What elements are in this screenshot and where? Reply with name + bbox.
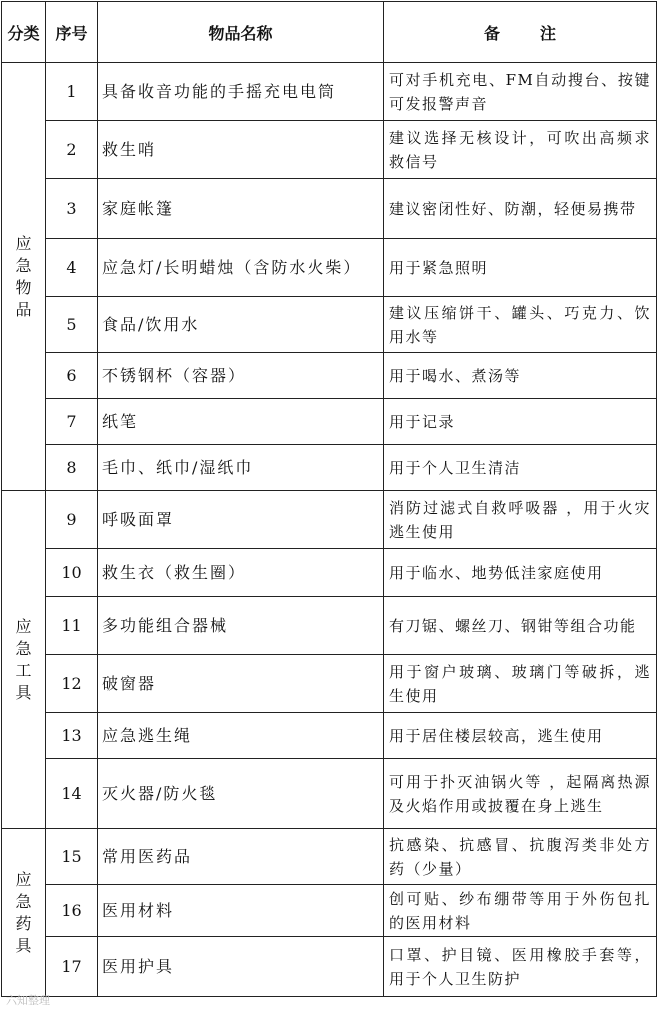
item-number: 12	[46, 655, 98, 713]
table-row	[2, 399, 657, 445]
item-remark: 用于记录	[384, 399, 657, 445]
item-remark: 用于个人卫生清洁	[384, 445, 657, 491]
item-remark: 用于紧急照明	[384, 239, 657, 297]
header-row	[2, 2, 657, 63]
watermark: 六知整理	[6, 994, 50, 1007]
item-remark: 可对手机充电、FM自动搜台、按键可发报警声音	[384, 63, 657, 121]
table-row	[2, 121, 657, 179]
item-name: 灭火器/防火毯	[98, 759, 384, 829]
item-name: 多功能组合器械	[98, 597, 384, 655]
table-row	[2, 937, 657, 997]
category-char: 药	[15, 913, 32, 933]
item-name: 应急灯/长明蜡烛（含防水火柴）	[98, 239, 384, 297]
item-remark: 用于喝水、煮汤等	[384, 353, 657, 399]
item-name: 破窗器	[98, 655, 384, 713]
item-number: 15	[46, 829, 98, 885]
table-row	[2, 597, 657, 655]
item-name: 呼吸面罩	[98, 491, 384, 549]
header-remark: 备注	[384, 2, 657, 63]
item-number: 7	[46, 399, 98, 445]
item-number: 9	[46, 491, 98, 549]
item-number: 3	[46, 179, 98, 239]
item-number: 11	[46, 597, 98, 655]
item-remark: 建议密闭性好、防潮，轻便易携带	[384, 179, 657, 239]
category-char: 应	[15, 616, 32, 636]
item-remark: 用于临水、地势低洼家庭使用	[384, 549, 657, 597]
item-name: 应急逃生绳	[98, 713, 384, 759]
item-name: 医用护具	[98, 937, 384, 997]
item-remark: 可用于扑灭油锅火等 ，起隔离热源及火焰作用或披覆在身上逃生	[384, 759, 657, 829]
category-char: 物	[15, 277, 32, 297]
item-name: 医用材料	[98, 885, 384, 937]
item-name: 纸笔	[98, 399, 384, 445]
item-number: 5	[46, 297, 98, 353]
table-row	[2, 445, 657, 491]
header-item-name: 物品名称	[98, 2, 384, 63]
table-row	[2, 655, 657, 713]
item-name: 救生哨	[98, 121, 384, 179]
emergency-supplies-table	[1, 1, 657, 997]
category-char: 具	[15, 682, 32, 702]
item-name: 具备收音功能的手摇充电电筒	[98, 63, 384, 121]
item-number: 10	[46, 549, 98, 597]
table-row	[2, 713, 657, 759]
table-row	[2, 885, 657, 937]
table-row	[2, 491, 657, 549]
item-number: 4	[46, 239, 98, 297]
item-name: 常用医药品	[98, 829, 384, 885]
item-name: 救生衣（救生圈）	[98, 549, 384, 597]
category-char: 具	[15, 935, 32, 955]
item-name: 不锈钢杯（容器）	[98, 353, 384, 399]
item-number: 2	[46, 121, 98, 179]
item-name: 家庭帐篷	[98, 179, 384, 239]
table-row	[2, 239, 657, 297]
header-category: 分类	[2, 2, 46, 63]
item-remark: 有刀锯、螺丝刀、钢钳等组合功能	[384, 597, 657, 655]
item-remark: 抗感染、抗感冒、抗腹泻类非处方药（少量）	[384, 829, 657, 885]
item-number: 6	[46, 353, 98, 399]
table-row	[2, 179, 657, 239]
item-name: 毛巾、纸巾/湿纸巾	[98, 445, 384, 491]
category-cell	[2, 63, 46, 491]
item-remark: 用于居住楼层较高，逃生使用	[384, 713, 657, 759]
table-row	[2, 63, 657, 121]
category-char: 品	[15, 299, 32, 319]
category-char: 急	[15, 638, 32, 658]
category-cell	[2, 829, 46, 997]
table-row	[2, 759, 657, 829]
table-row	[2, 549, 657, 597]
category-char: 急	[15, 255, 32, 275]
item-number: 16	[46, 885, 98, 937]
category-char: 应	[15, 233, 32, 253]
item-number: 8	[46, 445, 98, 491]
item-number: 13	[46, 713, 98, 759]
table-row	[2, 829, 657, 885]
category-char: 工	[15, 660, 32, 680]
header-number: 序号	[46, 2, 98, 63]
item-number: 14	[46, 759, 98, 829]
item-number: 1	[46, 63, 98, 121]
item-remark: 消防过滤式自救呼吸器 ，用于火灾逃生使用	[384, 491, 657, 549]
category-char: 急	[15, 891, 32, 911]
item-remark: 用于窗户玻璃、玻璃门等破拆，逃生使用	[384, 655, 657, 713]
category-char: 应	[15, 869, 32, 889]
item-name: 食品/饮用水	[98, 297, 384, 353]
item-number: 17	[46, 937, 98, 997]
category-cell	[2, 491, 46, 829]
table-row	[2, 297, 657, 353]
item-remark: 口罩、护目镜、医用橡胶手套等，用于个人卫生防护	[384, 937, 657, 997]
item-remark: 创可贴、纱布绷带等用于外伤包扎的医用材料	[384, 885, 657, 937]
item-remark: 建议选择无核设计，可吹出高频求救信号	[384, 121, 657, 179]
table-row	[2, 353, 657, 399]
item-remark: 建议压缩饼干、罐头、巧克力、饮用水等	[384, 297, 657, 353]
